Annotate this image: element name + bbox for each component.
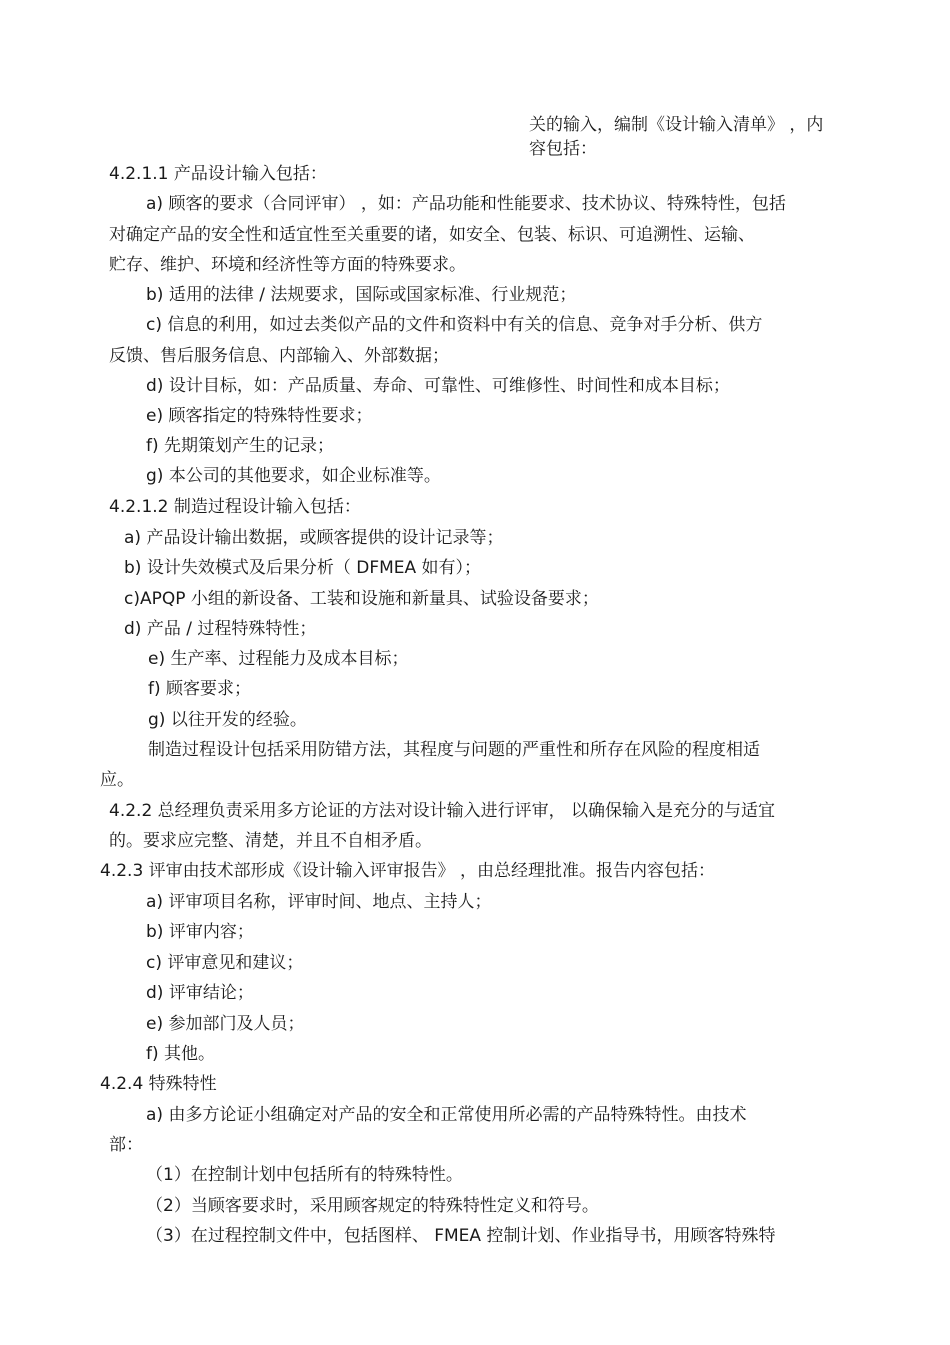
text-line: c) 评审意见和建议； [146,953,304,973]
section-heading-4-2-3: 4.2.3 评审由技术部形成《设计输入评审报告》 ，由总经理批准。报告内容包括： [100,861,716,881]
text-line: c) 信息的利用，如过去类似产品的文件和资料中有关的信息、竞争对手分析、供方 [146,315,763,335]
text-line: 部： [109,1135,143,1155]
text-line: 关的输入，编制《设计输入清单》 ，内 [529,115,824,135]
text-line: b) 评审内容； [146,922,254,942]
text-line: b) 适用的法律 / 法规要求，国际或国家标准、行业规范； [146,285,577,305]
text-line: d) 设计目标，如：产品质量、寿命、可靠性、可维修性、时间性和成本目标； [146,376,730,396]
text-line: （2）当顾客要求时，采用顾客规定的特殊特性定义和符号。 [146,1196,599,1216]
text-line: d) 产品 / 过程特殊特性； [124,619,317,639]
text-line: f) 其他。 [146,1044,216,1064]
text-line: 对确定产品的安全性和适宜性至关重要的诸，如安全、包装、标识、可追溯性、运输、 [109,225,755,245]
text-line: g) 以往开发的经验。 [148,710,307,730]
text-line: g) 本公司的其他要求，如企业标准等。 [146,466,441,486]
text-line: a) 由多方论证小组确定对产品的安全和正常使用所必需的产品特殊特性。由技术 [146,1105,747,1125]
text-line: 制造过程设计包括采用防错方法，其程度与问题的严重性和所存在风险的程度相适 [148,740,760,760]
section-heading-4-2-4: 4.2.4 特殊特性 [100,1074,217,1094]
section-heading-4-2-1-1: 4.2.1.1 产品设计输入包括： [109,164,327,184]
text-line: d) 评审结论； [146,983,254,1003]
text-line: 的。要求应完整、清楚，并且不自相矛盾。 [109,831,432,851]
text-line: （3）在过程控制文件中，包括图样、 FMEA 控制计划、作业指导书，用顾客特殊特 [146,1226,776,1246]
text-line: f) 顾客要求； [148,679,252,699]
text-line: 贮存、维护、环境和经济性等方面的特殊要求。 [109,255,466,275]
section-heading-4-2-2: 4.2.2 总经理负责采用多方论证的方法对设计输入进行评审， 以确保输入是充分的与适宜 [109,801,776,821]
text-line: a) 产品设计输出数据，或顾客提供的设计记录等； [124,528,504,548]
text-line: a) 顾客的要求（合同评审） ，如：产品功能和性能要求、技术协议、特殊特性，包括 [146,194,786,214]
text-line: a) 评审项目名称，评审时间、地点、主持人； [146,892,492,912]
section-heading-4-2-1-2: 4.2.1.2 制造过程设计输入包括： [109,497,361,517]
text-line: e) 顾客指定的特殊特性要求； [146,406,373,426]
text-line: c)APQP 小组的新设备、工装和设施和新量具、试验设备要求； [124,589,599,609]
text-line: b) 设计失效模式及后果分析（ DFMEA 如有）； [124,558,482,578]
text-line: e) 生产率、过程能力及成本目标； [148,649,409,669]
text-line: 容包括： [529,139,597,159]
text-line: 反馈、售后服务信息、内部输入、外部数据； [109,346,449,366]
text-line: 应。 [100,770,134,790]
text-line: e) 参加部门及人员； [146,1014,305,1034]
text-line: f) 先期策划产生的记录； [146,436,335,456]
text-line: （1）在控制计划中包括所有的特殊特性。 [146,1165,463,1185]
